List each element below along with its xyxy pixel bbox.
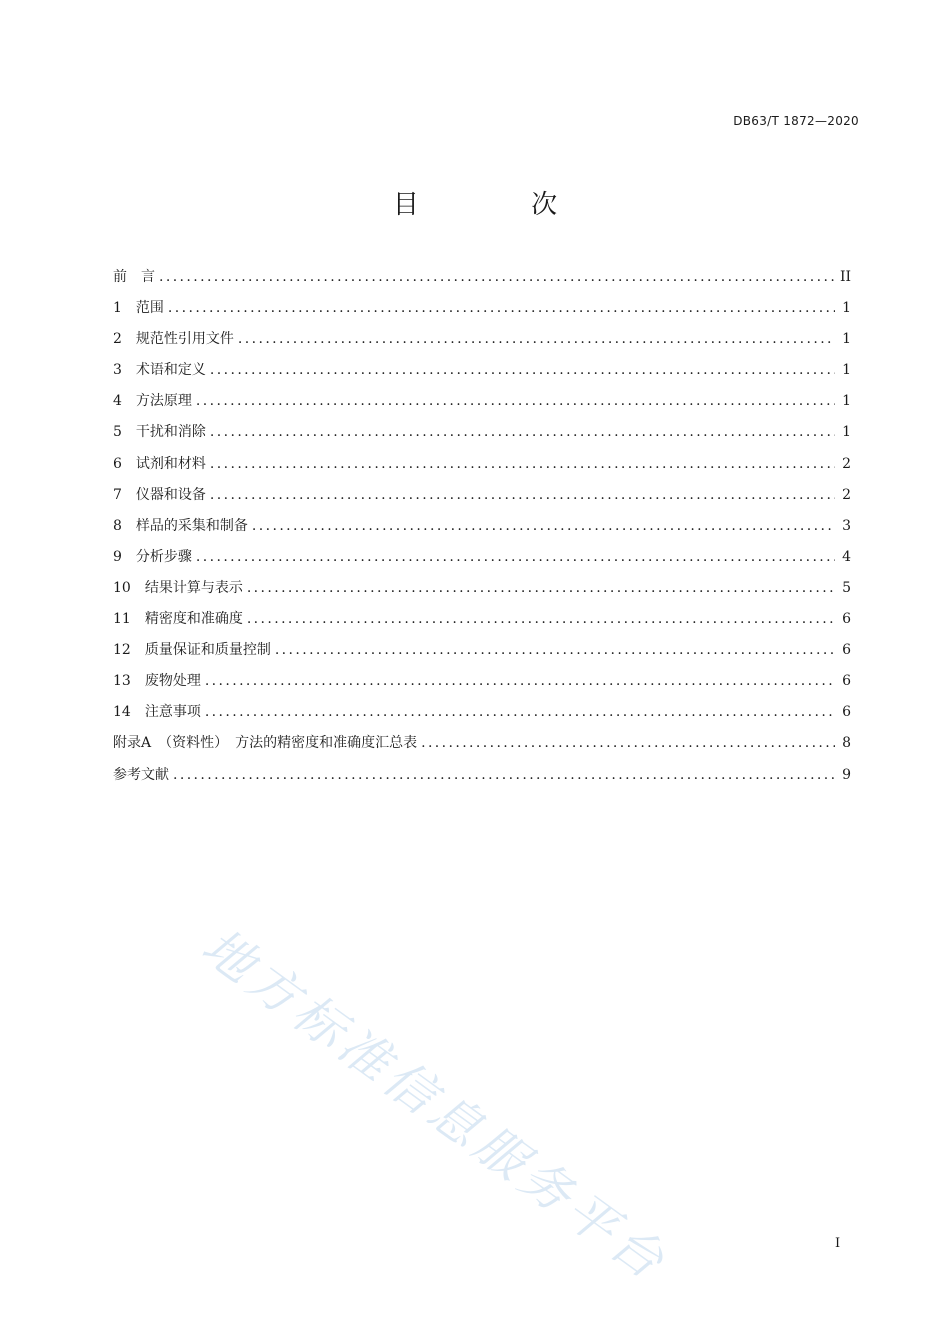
toc-entry-6[interactable] xyxy=(113,449,851,480)
toc-leader-dots xyxy=(247,573,835,604)
table-of-contents xyxy=(113,262,851,791)
toc-leader-dots xyxy=(168,293,835,324)
toc-entry-page: 2 xyxy=(842,455,851,472)
page-number: I xyxy=(835,1236,841,1251)
toc-entry-number: 2 xyxy=(113,331,122,348)
toc-leader-dots xyxy=(196,542,835,573)
toc-entry-11[interactable] xyxy=(113,604,851,635)
toc-leader-dots xyxy=(210,355,835,386)
toc-entry-number: 8 xyxy=(113,517,122,534)
toc-leader-dots xyxy=(173,760,835,791)
toc-entry-label: 范围 xyxy=(135,300,164,317)
toc-entry-page: 1 xyxy=(842,300,851,317)
toc-entry-label: 样品的采集和制备 xyxy=(135,517,248,534)
toc-entry-label: 分析步骤 xyxy=(135,548,192,565)
toc-entry-13[interactable] xyxy=(113,666,851,697)
toc-entry-label: 注意事项 xyxy=(144,704,201,721)
toc-leader-dots xyxy=(421,728,835,759)
toc-entry-page: 6 xyxy=(842,611,851,628)
toc-entry-label: 参考文献 xyxy=(113,766,169,783)
toc-entry-label: 规范性引用文件 xyxy=(135,331,234,348)
toc-entry-number: 7 xyxy=(113,486,122,503)
toc-entry-page: 6 xyxy=(842,642,851,659)
toc-leader-dots xyxy=(159,262,835,293)
toc-entry-page: 4 xyxy=(842,548,851,565)
toc-entry-3[interactable] xyxy=(113,355,851,386)
toc-entry-page: 5 xyxy=(842,579,851,596)
document-code: DB63/T 1872—2020 xyxy=(733,114,859,128)
toc-entry-number: 6 xyxy=(113,455,122,472)
toc-entry-number: 3 xyxy=(113,362,122,379)
toc-entry-page: 9 xyxy=(842,766,851,783)
toc-entry-page: 6 xyxy=(842,673,851,690)
toc-entry-label: 附录A （资料性） 方法的精密度和准确度汇总表 xyxy=(113,735,418,752)
toc-entry-number: 4 xyxy=(113,393,122,410)
toc-entry-number: 10 xyxy=(113,579,131,596)
toc-entry-number: 13 xyxy=(113,673,131,690)
toc-entry-number: 1 xyxy=(113,300,122,317)
toc-entry-number: 11 xyxy=(113,611,131,628)
toc-entry-page: 1 xyxy=(842,362,851,379)
toc-entry-page: II xyxy=(839,269,851,285)
toc-entry-number: 9 xyxy=(113,548,122,565)
toc-leader-dots xyxy=(252,511,835,542)
toc-entry-label: 干扰和消除 xyxy=(135,424,206,441)
toc-entry-2[interactable] xyxy=(113,324,851,355)
watermark: 地方标准信息服务平台 xyxy=(191,916,679,1293)
toc-leader-dots xyxy=(210,480,835,511)
toc-leader-dots xyxy=(205,697,835,728)
toc-entry-page: 1 xyxy=(842,331,851,348)
toc-entry-page: 1 xyxy=(842,424,851,441)
toc-leader-dots xyxy=(210,417,835,448)
toc-entry-label: 试剂和材料 xyxy=(135,455,206,472)
toc-entry-number: 5 xyxy=(113,424,122,441)
toc-entry-label: 前 言 xyxy=(113,269,155,285)
toc-entry-9[interactable] xyxy=(113,542,851,573)
toc-entry-page: 6 xyxy=(842,704,851,721)
toc-entry-page: 8 xyxy=(842,735,851,752)
toc-leader-dots xyxy=(196,386,835,417)
toc-entry-label: 方法原理 xyxy=(135,393,192,410)
toc-entry-page: 2 xyxy=(842,486,851,503)
toc-entry-label: 质量保证和质量控制 xyxy=(144,642,271,659)
toc-entry-label: 结果计算与表示 xyxy=(144,579,243,596)
toc-entry-12[interactable] xyxy=(113,635,851,666)
toc-entry-7[interactable] xyxy=(113,480,851,511)
toc-entry-references[interactable] xyxy=(113,760,851,791)
toc-entry-1[interactable] xyxy=(113,293,851,324)
toc-entry-number: 12 xyxy=(113,642,131,659)
toc-leader-dots xyxy=(238,324,835,355)
toc-entry-label: 废物处理 xyxy=(144,673,201,690)
toc-leader-dots xyxy=(210,449,835,480)
toc-entry-8[interactable] xyxy=(113,511,851,542)
toc-entry-page: 3 xyxy=(842,517,851,534)
toc-entry-10[interactable] xyxy=(113,573,851,604)
toc-entry-14[interactable] xyxy=(113,697,851,728)
toc-leader-dots xyxy=(247,604,835,635)
toc-entry-label: 仪器和设备 xyxy=(135,486,206,503)
toc-entry-4[interactable] xyxy=(113,386,851,417)
toc-entry-label: 精密度和准确度 xyxy=(144,611,243,628)
page-title: 目 次 xyxy=(392,190,610,220)
toc-entry-label: 术语和定义 xyxy=(135,362,206,379)
toc-leader-dots xyxy=(275,635,835,666)
toc-entry-5[interactable] xyxy=(113,417,851,448)
toc-entry-number: 14 xyxy=(113,704,131,721)
toc-entry-appendix-a[interactable] xyxy=(113,728,851,759)
toc-entry-foreword[interactable] xyxy=(113,262,851,293)
toc-entry-page: 1 xyxy=(842,393,851,410)
toc-leader-dots xyxy=(205,666,835,697)
